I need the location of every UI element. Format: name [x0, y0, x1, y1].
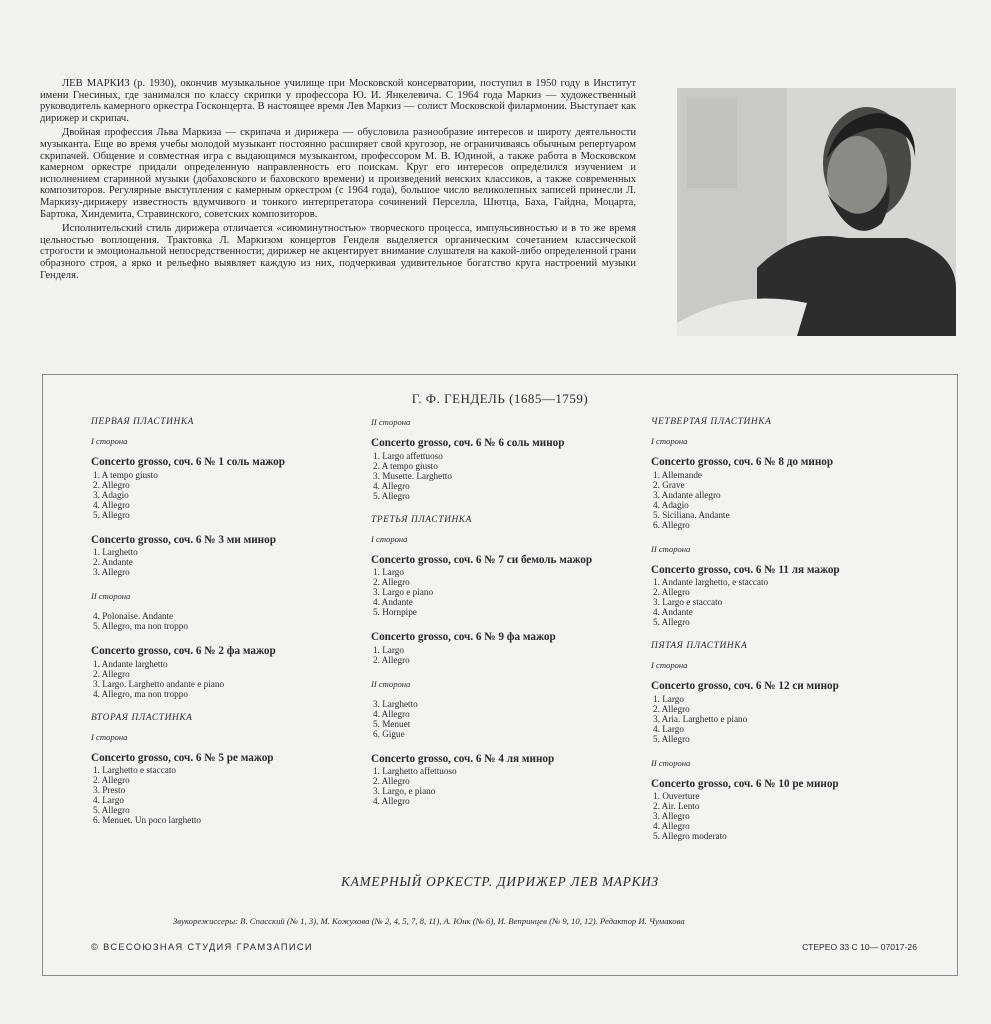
movement-item: 3. Adagio	[93, 489, 129, 500]
bio-paragraph-1: ЛЕВ МАРКИЗ (р. 1930), окончив музыкальное училище при Московской консерватории, поступил в 1950 году в Институт имени Гнесиных, где занимался по классу скрипки у профессора Ю. И. Янкелевича. С 1964 года Маркиз — художественный руководитель камерного оркестра Госконцерта. В настоящее время Лев Маркиз — солист Московской филармонии. Выступает как дирижер и скрипач.	[40, 78, 636, 124]
movement-item: 2. Allegro	[93, 479, 130, 490]
movement-item: 1. Allemande	[653, 469, 702, 480]
side-label: I сторона	[91, 436, 128, 446]
movement-item: 4. Allegro	[373, 708, 410, 719]
movement-item: 1. Largo	[653, 693, 684, 704]
movement-list	[91, 547, 351, 577]
movement-item: 6. Allegro	[653, 519, 690, 530]
movement-item: 5. Hornpipe	[373, 607, 417, 617]
composer-heading: Г. Ф. ГЕНДЕЛЬ (1685—1759)	[411, 391, 589, 406]
movement-item: 3. Larghetto	[373, 698, 418, 709]
side-label: I сторона	[91, 731, 128, 742]
movement-item: 5. Allegro	[653, 617, 690, 627]
movement-item: 3. Largo e piano	[373, 587, 434, 597]
movement-list	[371, 567, 631, 617]
movement-item: 5. Allegro, ma non troppo	[93, 621, 188, 631]
movement-list	[91, 611, 351, 631]
movement-item: 1. Larghetto affettuoso	[373, 766, 457, 776]
movement-item: 5. Siciliana. Andante	[653, 509, 730, 520]
side-label: II сторона	[651, 543, 691, 554]
bio-paragraph-2: Двойная профессия Льва Маркиза — скрипача и дирижера — обусловила разнообразие интересов и широту деятельности музыканта. Еще во время учебы молодой музыкант постоянно расширяет свой кругозор, не ограничиваясь обычным репертуаром скрипачей. Общение и совместная игра с выдающимся музыкантом, профессором М. В. Юдиной, а также работа в Московском камерном оркестре придали определенную направленность его поискам. Круг его интересов определился изучением и исполнением старинной музыки (добаховского и баховского времени) и произведений венских классиков, а также современных композиторов. Регулярные выступления с камерным оркестром (с 1964 года), большое число великолепных записей принесли Л. Маркизу-дирижеру известность вдумчивого и тонкого интерпретатора сочинений Перселла, Шютца, Баха, Гайдна, Моцарта, Бартока, Хиндемита, Стравинского, советских композиторов.	[40, 127, 636, 220]
track-column-1	[91, 417, 351, 839]
movement-item: 3. Allegro	[93, 567, 130, 577]
movement-item: 5. Allegro	[653, 733, 690, 744]
side-label: I сторона	[651, 436, 688, 446]
record-title: ПЕРВАЯ ПЛАСТИНКА	[91, 417, 194, 427]
movement-item: 3. Aria. Larghetto e piano	[653, 713, 748, 724]
side-label: I сторона	[371, 533, 408, 544]
movement-item: 2. Allegro	[653, 587, 690, 597]
movement-list	[91, 659, 351, 699]
movement-item: 5. Allegro	[93, 509, 130, 520]
movement-item: 2. Allegro	[373, 654, 410, 665]
portrait-illustration	[677, 88, 956, 336]
movement-list	[651, 694, 911, 744]
movement-item: 1. Andante larghetto	[93, 658, 168, 669]
movement-item: 3. Presto	[93, 785, 126, 795]
concerto-title: Concerto grosso, соч. 6 № 7 си бемоль мажор	[371, 553, 593, 566]
movement-item: 4. Allegro	[373, 480, 410, 491]
movement-item: 5. Allegro	[373, 490, 410, 501]
movement-item: 4. Largo	[93, 795, 124, 805]
movement-item: 4. Allegro, ma non troppo	[93, 688, 188, 699]
label-name: © ВСЕСОЮЗНАЯ СТУДИЯ ГРАМЗАПИСИ	[91, 942, 313, 952]
movement-item: 1. Andante larghetto, e staccato	[653, 577, 769, 587]
concerto-title: Concerto grosso, соч. 6 № 3 ми минор	[91, 533, 276, 546]
movement-item: 4. Adagio	[653, 499, 689, 510]
movement-item: 2. Andante	[93, 557, 133, 567]
catalog-number: СТЕРЕО 33 С 10— 07017-26	[802, 942, 917, 952]
movement-item: 5. Allegro	[93, 805, 130, 815]
movement-item: 4. Andante	[653, 607, 693, 617]
movement-item: 6. Gigue	[373, 728, 405, 739]
side-label: II сторона	[371, 417, 411, 427]
concerto-title: Concerto grosso, соч. 6 № 8 до минор	[651, 456, 834, 468]
side-label: I сторона	[651, 660, 688, 670]
record-title: ВТОРАЯ ПЛАСТИНКА	[91, 712, 193, 723]
movement-item: 4. Allegro	[653, 821, 690, 831]
movement-item: 1. A tempo giusto	[93, 469, 158, 480]
portrait-photo	[677, 88, 956, 336]
movement-item: 3. Andante allegro	[653, 489, 721, 500]
concerto-title: Concerto grosso, соч. 6 № 12 си минор	[651, 680, 839, 692]
movement-list	[651, 470, 911, 530]
movement-item: 4. Allegro	[373, 796, 410, 806]
concerto-title: Concerto grosso, соч. 6 № 4 ля минор	[371, 752, 555, 765]
movement-list	[371, 699, 631, 739]
movement-list	[651, 791, 911, 841]
sound-engineers-credit: Звукорежиссеры: В. Спасский (№ 1, 3), М. Кожухова (№ 2, 4, 5, 7, 8, 11), А. Юнк (№ 6), И. Вепринцев (№ 9, 10, 12). Редактор И. Чумакова	[173, 916, 685, 926]
concerto-title: Concerto grosso, соч. 6 № 9 фа мажор	[371, 631, 556, 643]
record-title: ПЯТАЯ ПЛАСТИНКА	[651, 641, 748, 651]
movement-item: 4. Andante	[373, 597, 413, 607]
concerto-title: Concerto grosso, соч. 6 № 10 ре минор	[651, 777, 839, 790]
track-column-2	[371, 417, 631, 820]
concerto-title: Concerto grosso, соч. 6 № 6 соль минор	[371, 437, 565, 449]
movement-item: 2. Grave	[653, 479, 685, 490]
movement-item: 3. Musette. Larghetto	[373, 470, 452, 481]
movement-item: 5. Allegro moderato	[653, 831, 727, 841]
bio-paragraph-3: Исполнительский стиль дирижера отличается «сиюминутностью» творческого процесса, импульсивностью и в то же время цельностью воплощения. Трактовка Л. Маркизом концертов Генделя выделяется органическим сочетанием классической строгости и эмоциональной непосредственности; дирижер не акцентирует внимание слушателя на какой-либо определенной грани образного строя, а ярко и рельефно выявляет каждую из них, подчеркивая удивительное богатство круга настроений музыки Генделя.	[40, 223, 636, 281]
movement-item: 5. Menuet	[373, 718, 411, 729]
movement-item: 3. Largo e staccato	[653, 597, 723, 607]
movement-item: 4. Largo	[653, 723, 684, 734]
movement-item: 3. Largo, e piano	[373, 786, 436, 796]
movement-item: 1. Ouverture	[653, 791, 700, 801]
movement-item: 2. Air. Lento	[653, 801, 700, 811]
movement-item: 1. Largo	[373, 567, 404, 577]
movement-item: 2. Allegro	[93, 775, 130, 785]
movement-item: 3. Largo. Larghetto andante e piano	[93, 678, 225, 689]
movement-list	[371, 766, 631, 806]
record-title: ЧЕТВЕРТАЯ ПЛАСТИНКА	[651, 417, 772, 427]
movement-item: 2. Allegro	[653, 703, 690, 714]
movement-item: 2. Allegro	[373, 776, 410, 786]
side-label: II сторона	[371, 678, 411, 689]
movement-item: 1. Larghetto	[93, 547, 138, 557]
concerto-title: Concerto grosso, соч. 6 № 11 ля мажор	[651, 563, 840, 576]
side-label: II сторона	[651, 757, 691, 768]
movement-item: 2. Allegro	[373, 577, 410, 587]
movement-item: 4. Allegro	[93, 499, 130, 510]
movement-item: 6. Menuet. Un poco larghetto	[93, 815, 202, 825]
movement-item: 3. Allegro	[653, 811, 690, 821]
side-label: II сторона	[91, 591, 131, 601]
record-title: ТРЕТЬЯ ПЛАСТИНКА	[371, 514, 472, 525]
movement-item: 2. Allegro	[93, 668, 130, 679]
movement-item: 1. Largo affettuoso	[373, 450, 443, 461]
movement-item: 1. Largo	[373, 644, 404, 655]
movement-list	[371, 451, 631, 501]
movement-item: 1. Larghetto e staccato	[93, 765, 176, 775]
concerto-title: Concerto grosso, соч. 6 № 2 фа мажор	[91, 645, 276, 657]
movement-item: 2. A tempo giusto	[373, 460, 438, 471]
track-listing-panel	[42, 374, 958, 976]
concerto-title: Concerto grosso, соч. 6 № 1 соль мажор	[91, 456, 285, 468]
movement-list	[91, 470, 351, 520]
movement-list	[371, 645, 631, 665]
track-column-3	[651, 417, 911, 855]
movement-list	[91, 765, 351, 825]
movement-item: 4. Polonaise. Andante	[93, 611, 174, 621]
biography-text	[40, 78, 636, 284]
concerto-title: Concerto grosso, соч. 6 № 5 ре мажор	[91, 751, 274, 764]
ensemble-credit: КАМЕРНЫЙ ОРКЕСТР. ДИРИЖЕР ЛЕВ МАРКИЗ	[341, 874, 659, 889]
movement-list	[651, 577, 911, 627]
